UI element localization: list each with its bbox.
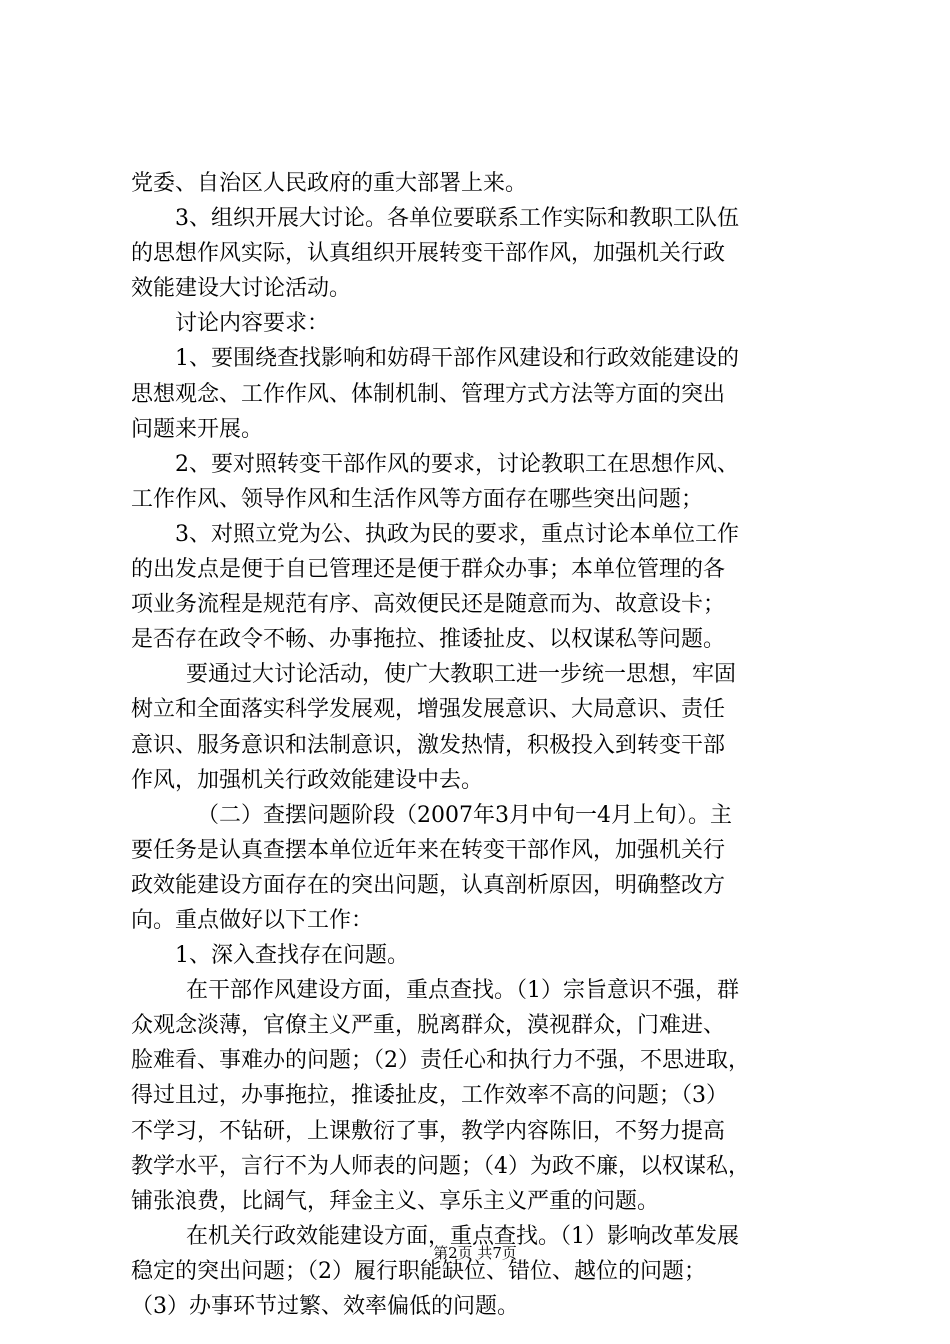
text-line: 的思想作风实际，认真组织开展转变干部作风，加强机关行政: [131, 241, 726, 267]
text-line: 要任务是认真查摆本单位近年来在转变干部作风，加强机关行: [131, 837, 726, 863]
text-line: 脸难看、事难办的问题；（2）责任心和执行力不强，不思进取，: [131, 1048, 750, 1074]
text-line: 问题来开展。: [131, 416, 264, 442]
text-line: 2、要对照转变干部作风的要求，讨论教职工在思想作风、: [175, 451, 739, 477]
text-line: 得过且过，办事拖拉，推诿扯皮，工作效率不高的问题；（3）: [131, 1083, 728, 1109]
text-line: 1、要围绕查找影响和妨碍干部作风建设和行政效能建设的: [175, 346, 739, 372]
text-line: 众观念淡薄，官僚主义严重，脱离群众，漠视群众，门难进、: [131, 1013, 726, 1039]
text-line: 效能建设大讨论活动。: [131, 276, 352, 302]
text-line: 意识、服务意识和法制意识，激发热情，积极投入到转变干部: [131, 732, 726, 758]
text-line: （3）办事环节过繁、效率偏低的问题。: [131, 1294, 519, 1319]
text-line: 3、对照立党为公、执政为民的要求，重点讨论本单位工作: [175, 521, 739, 547]
text-line: 是否存在政令不畅、办事拖拉、推诿扯皮、以权谋私等问题。: [131, 627, 726, 653]
text-line: 教学水平，言行不为人师表的问题；（4）为政不廉，以权谋私，: [131, 1153, 750, 1179]
text-line: 1、深入查找存在问题。: [175, 943, 409, 969]
document-body: [131, 166, 831, 1324]
text-line: 要通过大讨论活动，使广大教职工进一步统一思想，牢固: [186, 662, 737, 688]
text-line: 向。重点做好以下工作：: [131, 907, 374, 933]
text-line: 稳定的突出问题；（2）履行职能缺位、错位、越位的问题；: [131, 1258, 706, 1284]
text-line: 的出发点是便于自已管理还是便于群众办事；本单位管理的各: [131, 557, 726, 583]
text-line: 政效能建设方面存在的突出问题，认真剖析原因，明确整改方: [131, 872, 726, 898]
text-line: 铺张浪费，比阔气，拜金主义、享乐主义严重的问题。: [131, 1188, 660, 1214]
text-line: 项业务流程是规范有序、高效便民还是随意而为、故意设卡；: [131, 592, 726, 618]
page-footer: 第2页 共7页: [433, 1244, 517, 1262]
text-line: 在干部作风建设方面，重点查找。（1）宗旨意识不强，群: [186, 978, 739, 1004]
text-line: 作风，加强机关行政效能建设中去。: [131, 767, 484, 793]
text-line: 3、组织开展大讨论。各单位要联系工作实际和教职工队伍: [175, 206, 739, 232]
text-line: 树立和全面落实科学发展观，增强发展意识、大局意识、责任: [131, 697, 726, 723]
text-line: 工作作风、领导作风和生活作风等方面存在哪些突出问题；: [131, 486, 704, 512]
text-line: 讨论内容要求：: [175, 311, 330, 337]
text-line: 党委、自治区人民政府的重大部署上来。: [131, 171, 528, 196]
text-line: 不学习，不钻研，上课敷衍了事，教学内容陈旧，不努力提高: [131, 1118, 726, 1144]
text-line: （二）查摆问题阶段（2007年3月中旬一4月上旬）。主: [197, 802, 732, 828]
text-line: 在机关行政效能建设方面，重点查找。（1）影响改革发展: [186, 1223, 739, 1249]
text-line: 思想观念、工作作风、体制机制、管理方式方法等方面的突出: [131, 381, 726, 407]
